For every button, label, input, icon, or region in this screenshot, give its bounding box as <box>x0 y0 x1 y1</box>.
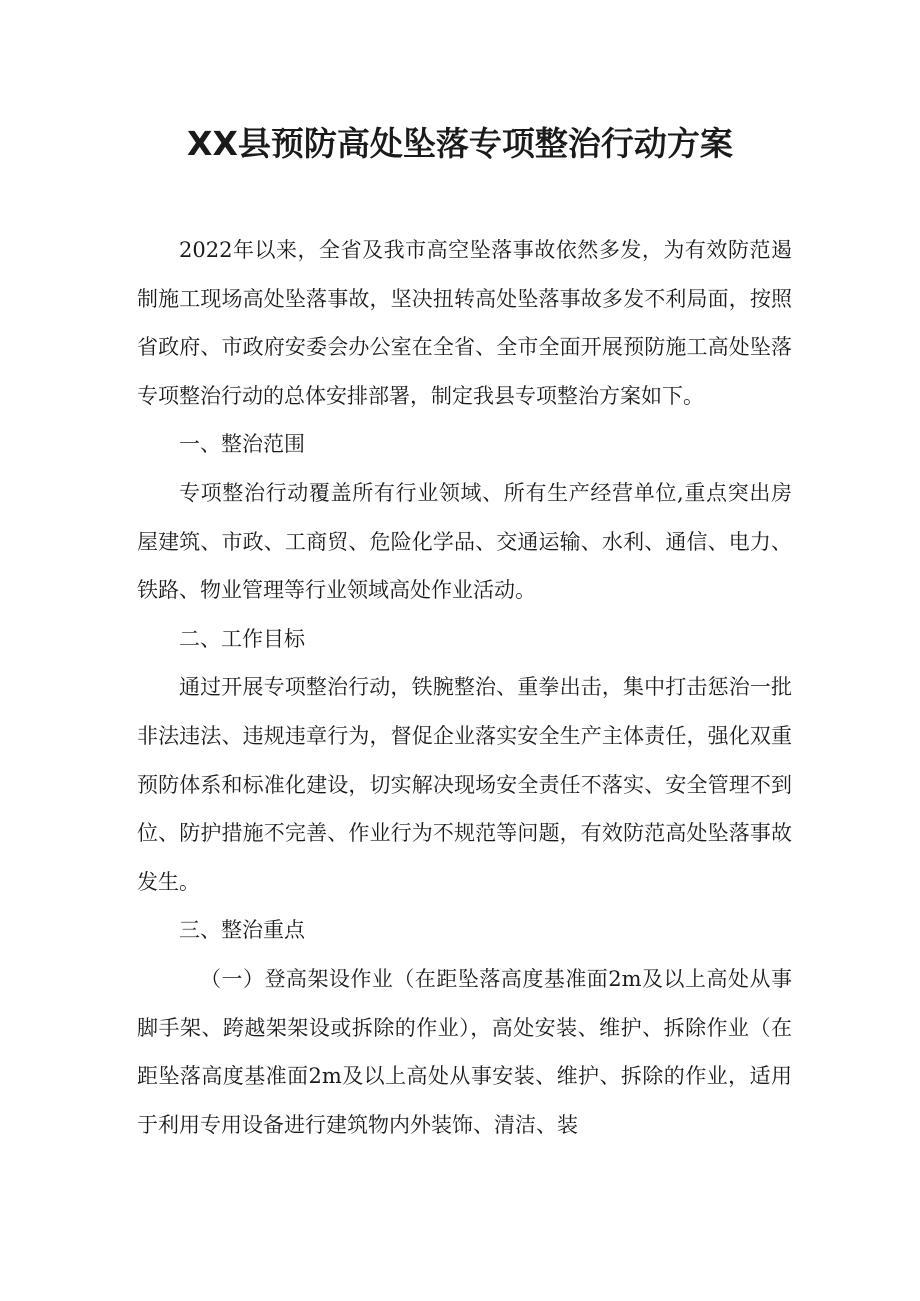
section-heading-scope: 一、整治范围 <box>179 432 305 457</box>
intro-paragraph: 2022年以来，全省及我市高空坠落事故依然多发，为有效防范遏制施工现场高处坠落事故，坚决扭转高处坠落事故多发不利局面，按照省政府、市政府安委会办公室在全省、全市全面开展预防施工高处坠落专项整治行动的总体安排部署，制定我县专项整治方案如下。 <box>137 238 792 408</box>
document-title: XX县预防高处坠落专项整治行动方案 <box>187 124 733 163</box>
section-body-scope: 专项整治行动覆盖所有行业领域、所有生产经营单位,重点突出房屋建筑、市政、工商贸、危险化学品、交通运输、水利、通信、电力、铁路、物业管理等行业领域高处作业活动。 <box>137 480 792 603</box>
section-body-goals: 通过开展专项整治行动，铁腕整治、重拳出击，集中打击惩治一批非法违法、违规违章行为，督促企业落实安全生产主体责任，强化双重预防体系和标准化建设，切实解决现场安全责任不落实、安全管理不到位、防护措施不完善、作业行为不规范等问题，有效防范高处坠落事故发生。 <box>137 675 792 894</box>
section-heading-focus: 三、整治重点 <box>179 918 305 943</box>
section-body-focus: （一）登高架设作业（在距坠落高度基准面2m及以上高处从事脚手架、跨越架架设或拆除的作业），高处安装、维护、拆除作业（在距坠落高度基准面2m及以上高处从事安装、维护、拆除的作业，适用于利用专用设备进行建筑物内外装饰、清洁、装 <box>137 966 792 1137</box>
document-body <box>137 226 792 1149</box>
section-heading-goals: 二、工作目标 <box>179 626 305 651</box>
